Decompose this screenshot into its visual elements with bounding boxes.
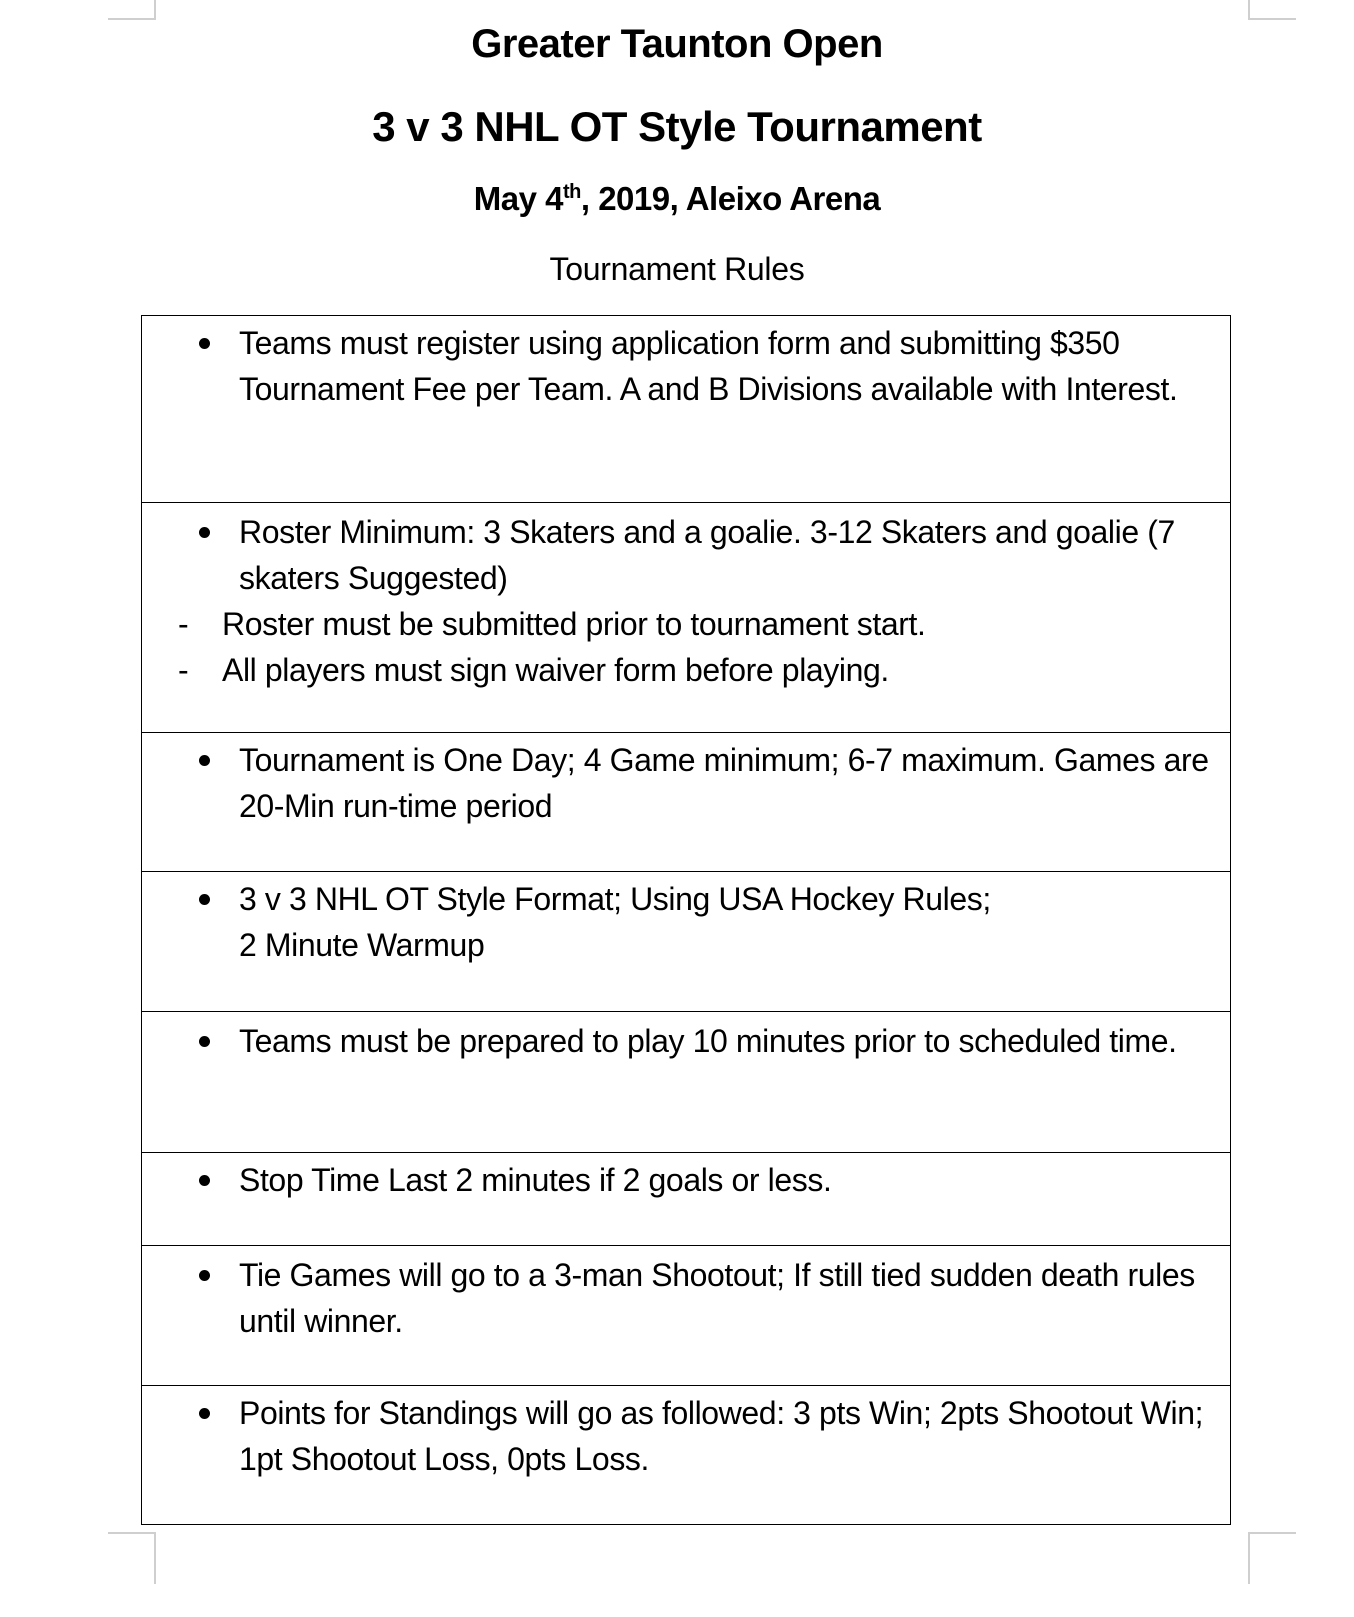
crop-mark-top-left — [108, 0, 156, 20]
crop-mark-bottom-right — [1248, 1532, 1296, 1584]
event-date-prefix: May 4 — [473, 180, 563, 217]
rule-text: Teams must register using application form and submitting $350 Tournament Fee per Team. A and B Divisions available with Interest. — [142, 320, 1230, 412]
rule-row-schedule — [142, 733, 1230, 872]
section-title: Tournament Rules — [549, 251, 805, 287]
rule-text: Tournament is One Day; 4 Game minimum; 6-7 maximum. Games are 20-Min run-time period — [142, 737, 1230, 829]
rule-text-line: 2 Minute Warmup — [239, 927, 485, 963]
rule-row-readiness — [142, 1012, 1230, 1153]
rule-text: Teams must be prepared to play 10 minutes prior to scheduled time. — [142, 1018, 1230, 1064]
rule-row-tie-games — [142, 1246, 1230, 1386]
rule-text: Stop Time Last 2 minutes if 2 goals or less. — [142, 1157, 1230, 1203]
document-subtitle: 3 v 3 NHL OT Style Tournament — [372, 103, 982, 150]
rule-row-format — [142, 872, 1230, 1012]
rule-text: Points for Standings will go as followed: 3 pts Win; 2pts Shootout Win; 1pt Shootout Loss, 0pts Loss. — [142, 1390, 1230, 1482]
rule-row-roster — [142, 503, 1230, 733]
event-date-location — [0, 180, 1354, 218]
event-date-suffix: , 2019, Aleixo Arena — [580, 180, 881, 217]
rule-sub-item: - All players must sign waiver form before playing. — [142, 647, 1230, 693]
rule-text: Tie Games will go to a 3-man Shootout; If still tied sudden death rules until winner. — [142, 1252, 1230, 1344]
event-date-ordinal: th — [562, 181, 581, 203]
rule-text-line: 3 v 3 NHL OT Style Format; Using USA Hockey Rules; — [239, 881, 991, 917]
rule-text: Roster Minimum: 3 Skaters and a goalie. 3-12 Skaters and goalie (7 skaters Suggested) — [142, 509, 1230, 601]
crop-mark-bottom-left — [108, 1532, 156, 1584]
rule-text — [142, 876, 1230, 968]
document-title: Greater Taunton Open — [471, 22, 883, 66]
rule-row-stop-time — [142, 1153, 1230, 1246]
rule-row-registration — [142, 316, 1230, 503]
crop-mark-top-right — [1248, 0, 1296, 20]
rule-row-points — [142, 1386, 1230, 1525]
rules-table — [141, 315, 1231, 1525]
rule-sub-item: - Roster must be submitted prior to tournament start. — [142, 601, 1230, 647]
